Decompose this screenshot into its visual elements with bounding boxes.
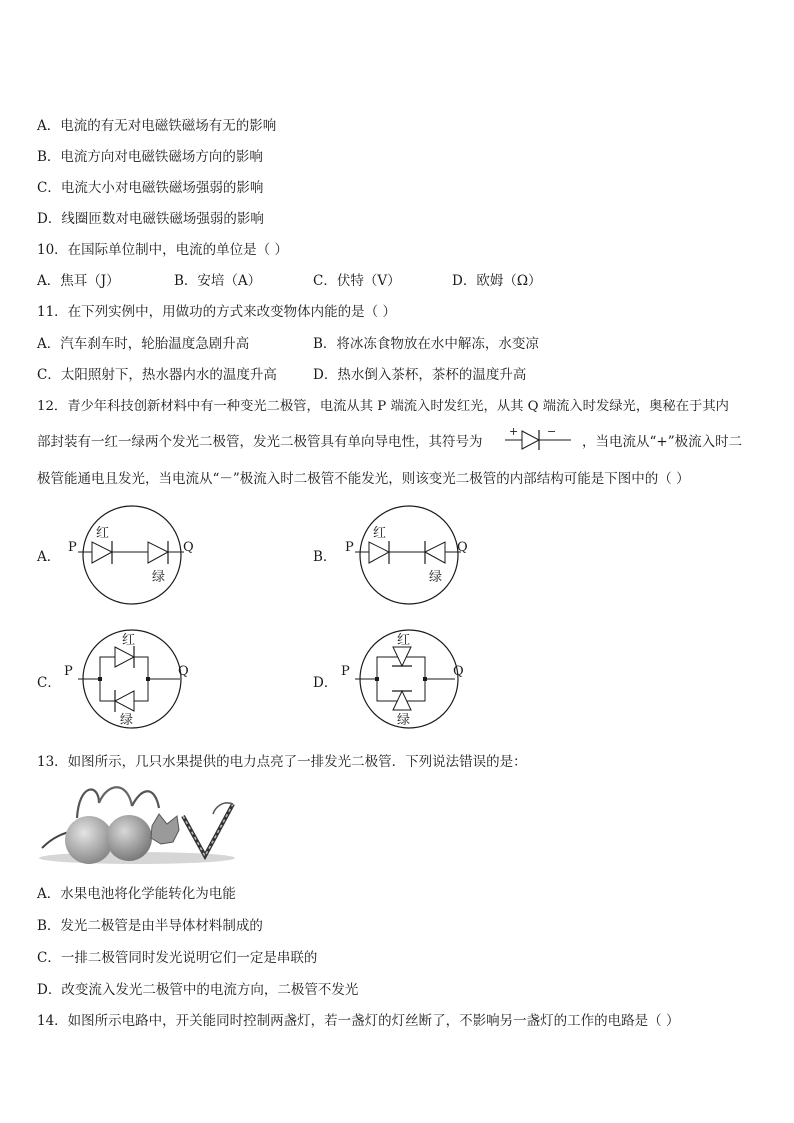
red-label: 红 (96, 526, 110, 541)
q12-label-b: B． (313, 549, 337, 565)
q10-option-c: C．伏特（V） (313, 273, 401, 289)
q10-option-d: D．欧姆（Ω） (452, 273, 542, 289)
q9-option-a: A．电流的有无对电磁铁磁场有无的影响 (37, 118, 277, 134)
q13-option-c: C．一排二极管同时发光说明它们一定是串联的 (37, 950, 318, 966)
terminal-p: P (68, 540, 77, 555)
terminal-p: P (64, 664, 73, 679)
diode-symbol (505, 424, 575, 452)
diagram-a (60, 505, 210, 610)
red-label: 红 (373, 526, 387, 541)
q12-stem-line3: 极管能通电且发光，当电流从“－”极流入时二极管不能发光，则该变光二极管的内部结构可能是下图中的（ ） (37, 471, 690, 487)
green-label: 绿 (152, 570, 166, 585)
terminal-q: Q (453, 664, 464, 679)
q11-stem: 11．在下列实例中，用做功的方式来改变物体内能的是（ ） (37, 304, 396, 320)
diagram-d (337, 627, 487, 732)
q12-label-d: D． (313, 675, 338, 691)
q11-option-b: B．将冰冻食物放在水中解冻，水变凉 (313, 336, 539, 352)
q10-option-a: A．焦耳（J） (37, 273, 120, 289)
q10-option-b: B．安培（A） (174, 273, 262, 289)
terminal-p: P (345, 540, 354, 555)
q11-option-a: A．汽车刹车时，轮胎温度急剧升高 (37, 336, 250, 352)
terminal-p: P (341, 664, 350, 679)
q13-stem: 13．如图所示，几只水果提供的电力点亮了一排发光二极管．下列说法错误的是： (37, 754, 527, 770)
q12-stem-line1: 12．青少年科技创新材料中有一种变光二极管，电流从其 P 端流入时发红光，从其 Q 端流入时发绿光，奥秘在于其内 (37, 399, 729, 414)
diode-plus-sign: + (509, 425, 519, 438)
diagram-b (337, 505, 487, 610)
q9-option-d: D．线圈匝数对电磁铁磁场强弱的影响 (37, 211, 264, 227)
terminal-q: Q (178, 664, 189, 679)
q13-option-a: A．水果电池将化学能转化为电能 (37, 886, 236, 902)
q11-option-c: C．太阳照射下，热水器内水的温度升高 (37, 367, 277, 383)
q13-option-b: B．发光二极管是由半导体材料制成的 (37, 918, 263, 934)
q11-option-d: D．热水倒入茶杯，茶杯的温度升高 (313, 367, 527, 383)
q9-option-b: B．电流方向对电磁铁磁场方向的影响 (37, 149, 263, 165)
red-label: 红 (122, 633, 136, 648)
q12-label-a: A． (37, 549, 61, 565)
diode-minus-sign: − (547, 425, 557, 438)
q13-option-d: D．改变流入发光二极管中的电流方向，二极管不发光 (37, 982, 359, 998)
fruit-battery-photo (37, 778, 237, 868)
terminal-q: Q (457, 540, 468, 555)
q10-stem: 10．在国际单位制中，电流的单位是（ ） (37, 242, 288, 258)
q12-label-c: C． (37, 675, 61, 691)
q9-option-c: C．电流大小对电磁铁磁场强弱的影响 (37, 180, 264, 196)
q12-stem-line2a: 部封装有一红一绿两个发光二极管，发光二极管具有单向导电性，其符号为 (37, 434, 483, 450)
terminal-q: Q (183, 540, 194, 555)
red-label: 红 (397, 633, 411, 648)
q12-stem-line2b: ，当电流从“+”极流入时二 (582, 434, 743, 450)
diagram-c (60, 627, 210, 732)
q14-stem: 14．如图所示电路中，开关能同时控制两盏灯，若一盏灯的灯丝断了，不影响另一盏灯的工作的电路是（ ） (37, 1013, 680, 1029)
green-label: 绿 (397, 713, 411, 728)
green-label: 绿 (120, 713, 134, 728)
green-label: 绿 (429, 570, 443, 585)
